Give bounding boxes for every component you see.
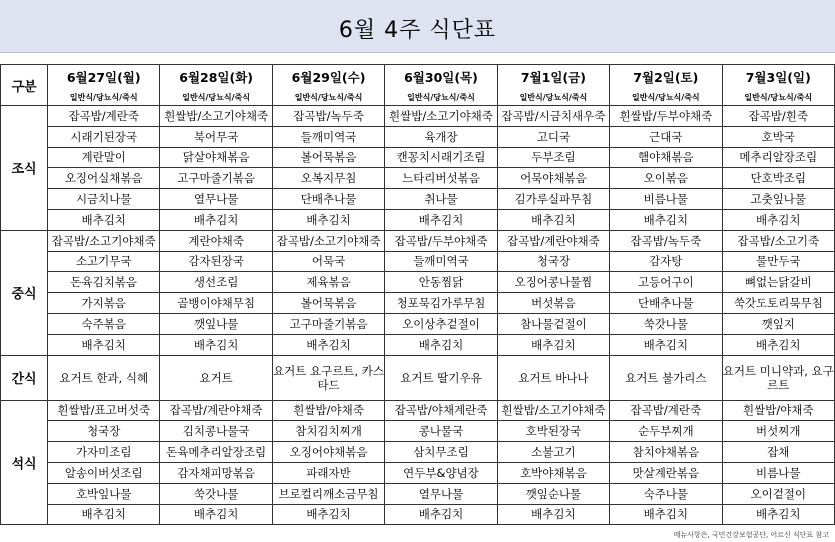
menu-cell: 들깨미역국 [272,126,384,147]
menu-cell: 참치김치찌개 [272,421,384,442]
menu-cell: 연두부&양념장 [385,462,497,483]
header-label: 구분 [1,65,48,106]
menu-cell: 배추김치 [160,209,272,230]
menu-cell: 햄야채볶음 [610,147,722,168]
meal-table-body [1,106,835,525]
menu-cell: 참나물겉절이 [497,313,609,334]
meal-row [1,462,835,483]
menu-cell: 고등어구이 [610,272,722,293]
menu-cell: 호박잎나물 [48,483,160,504]
day-header: 7월1일(금) [497,65,609,90]
menu-cell: 시금치나물 [48,189,160,210]
menu-cell: 맛살계란볶음 [610,462,722,483]
menu-cell: 파래자반 [272,462,384,483]
menu-cell: 깻잎지 [722,313,834,334]
menu-cell: 잡채 [722,442,834,463]
meal-category: 간식 [1,355,48,400]
menu-cell: 열무나물 [385,483,497,504]
menu-cell: 볼어묵볶음 [272,147,384,168]
menu-cell: 육개장 [385,126,497,147]
meal-row [1,168,835,189]
menu-cell: 배추김치 [160,504,272,525]
menu-cell: 계란야채죽 [160,230,272,251]
menu-cell: 배추김치 [497,334,609,355]
menu-cell: 호박야채볶음 [497,462,609,483]
menu-cell: 호박국 [722,126,834,147]
menu-cell: 요거트 [160,355,272,400]
menu-cell: 두부조림 [497,147,609,168]
menu-cell: 흰쌀밥/야채죽 [722,400,834,421]
day-header: 6월28일(화) [160,65,272,90]
menu-cell: 잡곡밥/흰죽 [722,106,834,127]
menu-cell: 요거트 딸기우유 [385,355,497,400]
menu-cell: 들깨미역국 [385,251,497,272]
menu-cell: 순두부찌개 [610,421,722,442]
menu-cell: 쑥갓나물 [610,313,722,334]
menu-cell: 취나물 [385,189,497,210]
menu-cell: 오징어콩나물찜 [497,272,609,293]
menu-cell: 깻잎나물 [160,313,272,334]
menu-cell: 잡곡밥/소고기야채죽 [48,230,160,251]
meal-row [1,421,835,442]
menu-cell: 잡곡밥/계란죽 [48,106,160,127]
menu-cell: 가지볶음 [48,293,160,314]
meal-row [1,293,835,314]
menu-cell: 근대국 [610,126,722,147]
meal-row [1,106,835,127]
meal-row [1,126,835,147]
menu-cell: 요거트 요구르트, 카스타드 [272,355,384,400]
menu-cell: 소고기무국 [48,251,160,272]
menu-cell: 잡곡밥/계란야채죽 [160,400,272,421]
menu-cell: 배추김치 [48,504,160,525]
menu-cell: 생선조림 [160,272,272,293]
menu-cell: 흰쌀밥/소고기야채죽 [497,400,609,421]
menu-cell: 오이볶음 [610,168,722,189]
menu-cell: 배추김치 [385,209,497,230]
menu-cell: 시래기된장국 [48,126,160,147]
diet-type-label: 일반식/당뇨식/죽식 [722,89,834,106]
menu-cell: 삼치무조림 [385,442,497,463]
menu-cell: 잡곡밥/계란죽 [610,400,722,421]
menu-cell: 흰쌀밥/두부야채죽 [610,106,722,127]
menu-cell: 흰쌀밥/소고기야채죽 [385,106,497,127]
menu-cell: 잡곡밥/시금치새우죽 [497,106,609,127]
footnote: 메뉴사항은, 국민건강보험공단, 어르신 식단표 참고 [673,531,829,539]
menu-cell: 청국장 [497,251,609,272]
menu-cell: 배추김치 [48,209,160,230]
menu-cell: 잡곡밥/녹두죽 [610,230,722,251]
menu-cell: 쑥갓나물 [160,483,272,504]
menu-cell: 요거트 한과, 식혜 [48,355,160,400]
menu-cell: 소불고기 [497,442,609,463]
menu-cell: 오이상추겉절이 [385,313,497,334]
day-header: 7월2일(토) [610,65,722,90]
meal-row [1,442,835,463]
menu-cell: 열무나물 [160,189,272,210]
menu-cell: 흰쌀밥/야채죽 [272,400,384,421]
menu-cell: 배추김치 [722,504,834,525]
day-header: 7월3일(일) [722,65,834,90]
menu-cell: 배추김치 [385,334,497,355]
menu-cell: 김가루실파무침 [497,189,609,210]
menu-cell: 흰쌀밥/소고기야채죽 [160,106,272,127]
menu-cell: 닭살야채볶음 [160,147,272,168]
menu-cell: 잡곡밥/소고기죽 [722,230,834,251]
menu-cell: 잡곡밥/두부야채죽 [385,230,497,251]
meal-row [1,334,835,355]
meal-row [1,209,835,230]
diet-type-label: 일반식/당뇨식/죽식 [160,89,272,106]
menu-cell: 배추김치 [272,334,384,355]
meal-table [0,64,835,525]
menu-cell: 고구마줄기볶음 [272,313,384,334]
diet-type-label: 일반식/당뇨식/죽식 [610,89,722,106]
meal-row [1,272,835,293]
meal-category: 중식 [1,230,48,355]
diet-type-label: 일반식/당뇨식/죽식 [272,89,384,106]
meal-row [1,313,835,334]
menu-cell: 호박된장국 [497,421,609,442]
menu-cell: 콩나물국 [385,421,497,442]
diet-type-label: 일반식/당뇨식/죽식 [385,89,497,106]
meal-category: 석식 [1,400,48,525]
menu-cell: 배추김치 [48,334,160,355]
diet-type-label: 일반식/당뇨식/죽식 [497,89,609,106]
menu-cell: 숙주볶음 [48,313,160,334]
meal-row [1,355,835,400]
menu-cell: 돈육김치볶음 [48,272,160,293]
meal-category: 조식 [1,106,48,231]
day-header: 6월29일(수) [272,65,384,90]
menu-cell: 오복지무침 [272,168,384,189]
menu-cell: 배추김치 [272,504,384,525]
menu-cell: 요거트 미니약과, 요구르트 [722,355,834,400]
menu-cell: 배추김치 [497,504,609,525]
menu-cell: 배추김치 [610,334,722,355]
page-title: 6월 4주 식단표 [338,18,497,43]
menu-cell: 배추김치 [497,209,609,230]
menu-cell: 배추김치 [722,334,834,355]
menu-cell: 배추김치 [610,209,722,230]
menu-cell: 배추김치 [272,209,384,230]
menu-cell: 고디국 [497,126,609,147]
menu-cell: 잡곡밥/소고기야채죽 [272,230,384,251]
menu-cell: 김치콩나물국 [160,421,272,442]
title-bar [0,0,835,53]
meal-row [1,504,835,525]
menu-cell: 안동찜닭 [385,272,497,293]
menu-cell: 어묵국 [272,251,384,272]
menu-cell: 단호박조림 [722,168,834,189]
menu-cell: 잡곡밥/녹두죽 [272,106,384,127]
meal-row [1,400,835,421]
meal-row [1,251,835,272]
menu-cell: 감자탕 [610,251,722,272]
menu-cell: 배추김치 [610,504,722,525]
menu-cell: 오이겉절이 [722,483,834,504]
menu-cell: 단배추나물 [610,293,722,314]
menu-cell: 뼈없는닭갈비 [722,272,834,293]
menu-cell: 가자미조림 [48,442,160,463]
menu-cell: 어묵야채볶음 [497,168,609,189]
menu-cell: 메추리알장조림 [722,147,834,168]
menu-cell: 비름나물 [610,189,722,210]
menu-cell: 청포묵김가루무침 [385,293,497,314]
menu-cell: 쑥갓도토리묵무침 [722,293,834,314]
diet-type-label: 일반식/당뇨식/죽식 [48,89,160,106]
menu-cell: 숙주나물 [610,483,722,504]
day-header: 6월27일(월) [48,65,160,90]
menu-cell: 참치야채볶음 [610,442,722,463]
menu-cell: 북어무국 [160,126,272,147]
menu-cell: 물만두국 [722,251,834,272]
menu-cell: 돈육메추리알장조림 [160,442,272,463]
menu-cell: 요거트 불가리스 [610,355,722,400]
menu-cell: 고구마줄기볶음 [160,168,272,189]
menu-cell: 청국장 [48,421,160,442]
menu-cell: 오징어실채볶음 [48,168,160,189]
day-header: 6월30일(목) [385,65,497,90]
menu-cell: 제육볶음 [272,272,384,293]
menu-cell: 배추김치 [160,334,272,355]
menu-cell: 배추김치 [722,209,834,230]
menu-cell: 감자채피망볶음 [160,462,272,483]
menu-cell: 단배추나물 [272,189,384,210]
menu-cell: 볼어묵볶음 [272,293,384,314]
menu-cell: 브로컬리깨소금무침 [272,483,384,504]
menu-cell: 흰쌀밥/표고버섯죽 [48,400,160,421]
menu-cell: 버섯찌개 [722,421,834,442]
menu-cell: 계란말이 [48,147,160,168]
menu-cell: 버섯볶음 [497,293,609,314]
menu-cell: 잡곡밥/계란야채죽 [497,230,609,251]
meal-row [1,189,835,210]
menu-cell: 요거트 바나나 [497,355,609,400]
menu-cell: 골뱅이야채무침 [160,293,272,314]
meal-row [1,483,835,504]
menu-cell: 배추김치 [385,504,497,525]
menu-cell: 감자된장국 [160,251,272,272]
menu-cell: 깻잎순나물 [497,483,609,504]
menu-cell: 잡곡밥/야채계란죽 [385,400,497,421]
menu-cell: 캔꽁치시래기조림 [385,147,497,168]
menu-cell: 알송이버섯조림 [48,462,160,483]
meal-row [1,230,835,251]
meal-row [1,147,835,168]
menu-cell: 오징어야채볶음 [272,442,384,463]
menu-cell: 고춧잎나물 [722,189,834,210]
menu-cell: 느타리버섯볶음 [385,168,497,189]
menu-cell: 비름나물 [722,462,834,483]
